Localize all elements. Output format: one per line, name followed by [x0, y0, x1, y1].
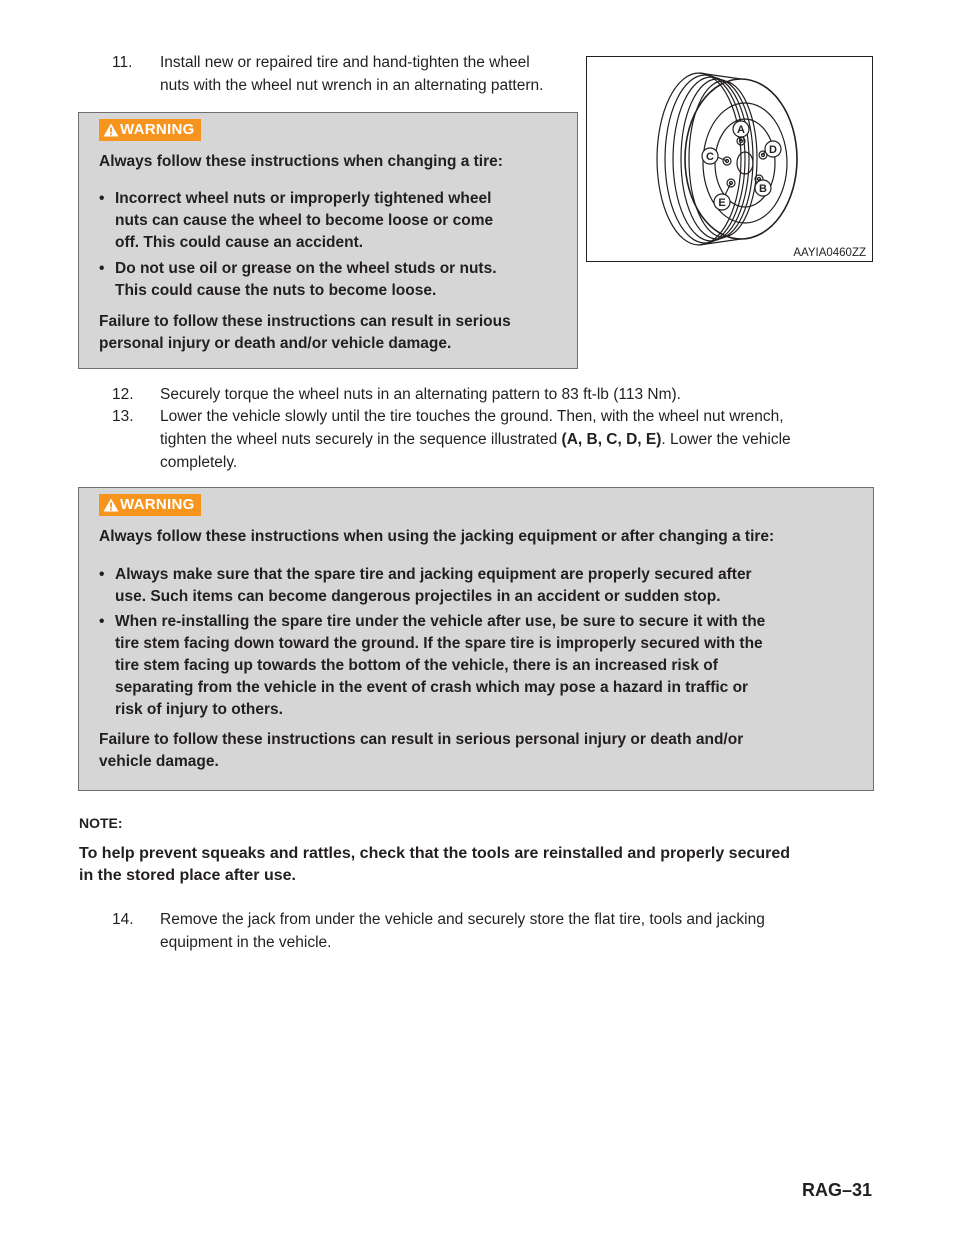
- sequence-letters: (A, B, C, D, E): [561, 431, 662, 448]
- bullet-text: off. This could cause an accident.: [115, 234, 364, 251]
- step-number: 14.: [112, 911, 134, 928]
- bullet-text: Incorrect wheel nuts or improperly tightened wheel: [115, 190, 492, 207]
- step-text: [160, 429, 791, 451]
- step-12: [112, 384, 892, 408]
- label-e: E: [718, 197, 726, 209]
- bullet-text: risk of injury to others.: [115, 701, 283, 718]
- label-b: B: [759, 183, 767, 195]
- step-text: nuts with the wheel nut wrench in an alternating pattern.: [160, 77, 544, 94]
- note-label: NOTE:: [79, 815, 123, 831]
- warning-footer: Failure to follow these instructions can result in serious personal injury or death and/or: [99, 731, 744, 748]
- step-number: 11.: [112, 54, 133, 71]
- warning-badge: [99, 494, 201, 516]
- warning-intro: Always follow these instructions when changing a tire:: [99, 153, 503, 170]
- step-text: equipment in the vehicle.: [160, 934, 332, 951]
- bullet-text: Always make sure that the spare tire and jacking equipment are properly secured after: [115, 566, 752, 583]
- warning-triangle-icon: [103, 123, 119, 137]
- warning-intro: Always follow these instructions when using the jacking equipment or after changing a tire:: [99, 528, 775, 545]
- bullet-text: Do not use oil or grease on the wheel studs or nuts.: [115, 260, 497, 277]
- warning-box: [78, 112, 578, 369]
- figure-code: AAYIA0460ZZ: [793, 247, 866, 259]
- label-d: D: [769, 144, 777, 156]
- page-number: RAG–31: [801, 1180, 872, 1200]
- bullet-text: When re-installing the spare tire under the vehicle after use, be sure to secure it with the: [115, 613, 766, 630]
- note-text: [79, 843, 879, 887]
- warning-bullet: • Incorrect wheel nuts or improperly tightened wheel nuts can cause the wheel to become loose or come off. This could cause an accident.: [99, 188, 559, 254]
- warning-bullet: • When re-installing the spare tire under the vehicle after use, be sure to secure it with the tire stem facing down toward the ground. If the spare tire is improperly secured with the tire stem facing up towards the bottom of the vehicle, there is an increased risk of separating from the vehicle in the event of crash which may pose a hazard in traffic or risk of injury to others.: [99, 611, 859, 721]
- warning-box: [78, 487, 874, 791]
- step-number: 13.: [112, 408, 134, 425]
- bullet-text: This could cause the nuts to become loose.: [115, 282, 437, 299]
- bullet-text: separating from the vehicle in the event of crash which may pose a hazard in traffic or: [115, 679, 749, 696]
- bullet-text: use. Such items can become dangerous projectiles in an accident or sudden stop.: [115, 588, 721, 605]
- step-text: completely.: [160, 454, 238, 471]
- warning-footer: personal injury or death and/or vehicle damage.: [99, 335, 452, 352]
- label-a: A: [737, 124, 745, 136]
- step-number: 12.: [112, 386, 134, 403]
- bullet-text: nuts can cause the wheel to become loose or come: [115, 212, 494, 229]
- warning-label: WARNING: [120, 496, 195, 513]
- step-11: [112, 52, 582, 98]
- note-line: To help prevent squeaks and rattles, check that the tools are reinstalled and properly secured: [79, 845, 791, 862]
- step-text: Install new or repaired tire and hand-tighten the wheel: [160, 54, 530, 71]
- warning-footer: Failure to follow these instructions can result in serious: [99, 313, 511, 330]
- bullet-text: tire stem facing up towards the bottom of the vehicle, there is an increased risk of: [115, 657, 718, 674]
- label-c: C: [706, 151, 714, 163]
- bullet-text: tire stem facing down toward the ground. If the spare tire is improperly secured with the: [115, 635, 763, 652]
- note-line: in the stored place after use.: [79, 867, 296, 884]
- warning-badge: [99, 119, 201, 141]
- warning-bullet: • Do not use oil or grease on the wheel studs or nuts. This could cause the nuts to become loose.: [99, 258, 559, 302]
- step-text: Remove the jack from under the vehicle and securely store the flat tire, tools and jacking: [160, 911, 765, 928]
- warning-footer: vehicle damage.: [99, 753, 219, 770]
- step-text-part: . Lower the vehicle: [661, 431, 791, 448]
- wheel-nut-sequence-figure: [586, 56, 873, 262]
- step-14: [112, 909, 892, 955]
- step-text-part: tighten the wheel nuts securely in the sequence illustrated: [160, 431, 562, 448]
- warning-triangle-icon: [103, 498, 119, 512]
- step-text: Securely torque the wheel nuts in an alternating pattern to 83 ft-lb (113 Nm).: [160, 386, 681, 403]
- step-13: [112, 406, 892, 474]
- warning-label: WARNING: [120, 121, 195, 138]
- step-text: Lower the vehicle slowly until the tire touches the ground. Then, with the wheel nut wrench,: [160, 408, 784, 425]
- tire-illustration: [587, 57, 872, 261]
- warning-bullet: • Always make sure that the spare tire and jacking equipment are properly secured after use. Such items can become dangerous projectiles in an accident or sudden stop.: [99, 564, 859, 608]
